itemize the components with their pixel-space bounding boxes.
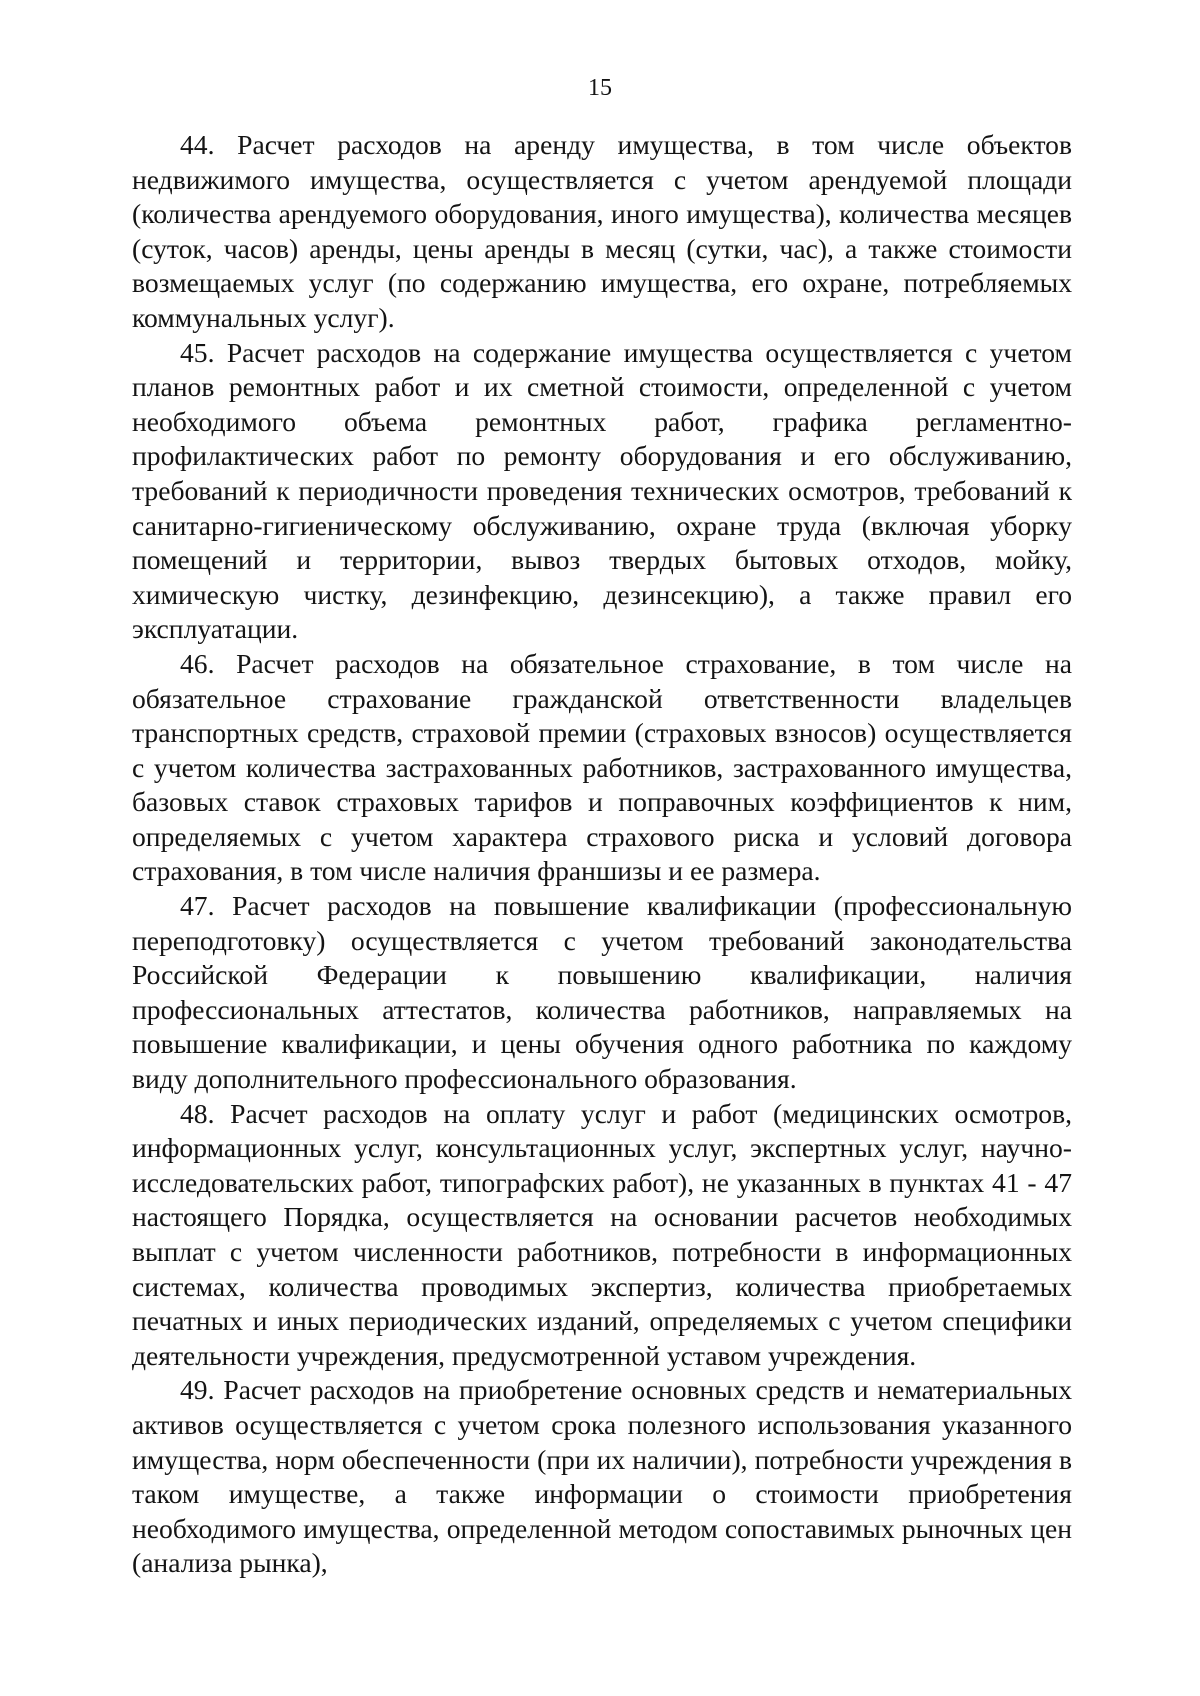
paragraph-45: 45. Расчет расходов на содержание имущества осуществляется с учетом планов ремонтных работ и их сметной стоимости, определенной с учетом необходимого объема ремонтных работ, графика регламентно-профилактических работ по ремонту оборудования и его обслуживанию, требований к периодичности проведения технических осмотров, требований к санитарно-гигиеническому обслуживанию, охране труда (включая уборку помещений и территории, вывоз твердых бытовых отходов, мойку, химическую чистку, дезинфекцию, дезинсекцию), а также правил его эксплуатации. [132,336,1072,645]
paragraph-47: 47. Расчет расходов на повышение квалификации (профессиональную переподготовку) осуществляется с учетом требований законодательства Российской Федерации к повышению квалификации, наличия профессиональных аттестатов, количества работников, направляемых на повышение квалификации, и цены обучения одного работника по каждому виду дополнительного профессионального образования. [132,890,1072,1095]
paragraph-44: 44. Расчет расходов на аренду имущества, в том числе объектов недвижимого имущества, осуществляется с учетом арендуемой площади (количества арендуемого оборудования, иного имущества), количества месяцев (суток, часов) аренды, цены аренды в месяц (сутки, час), а также стоимости возмещаемых услуг (по содержанию имущества, его охране, потребляемых коммунальных услуг). [132,129,1072,333]
paragraph-49: 49. Расчет расходов на приобретение основных средств и нематериальных активов осуществляется с учетом срока полезного использования указанного имущества, норм обеспеченности (при их наличии), потребности учреждения в таком имуществе, а также информации о стоимости приобретения необходимого имущества, определенной методом сопоставимых рыночных цен (анализа рынка), [132,1374,1072,1579]
page-number: 15 [588,75,612,101]
paragraph-48: 48. Расчет расходов на оплату услуг и работ (медицинских осмотров, информационных услуг, консультационных услуг, экспертных услуг, научно-исследовательских работ, типографских работ), не указанных в пунктах 41 - 47 настоящего Порядка, осуществляется на основании расчетов необходимых выплат с учетом численности работников, потребности в информационных системах, количества проводимых экспертиз, количества приобретаемых печатных и иных периодических изданий, определяемых с учетом специфики деятельности учреждения, предусмотренной уставом учреждения. [132,1097,1072,1371]
document-body [132,128,1072,1581]
paragraph-46: 46. Расчет расходов на обязательное страхование, в том числе на обязательное страхование гражданской ответственности владельцев транспортных средств, страховой премии (страховых взносов) осуществляется с учетом количества застрахованных работников, застрахованного имущества, базовых ставок страховых тарифов и поправочных коэффициентов к ним, определяемых с учетом характера страхового риска и условий договора страхования, в том числе наличия франшизы и ее размера. [132,647,1072,887]
